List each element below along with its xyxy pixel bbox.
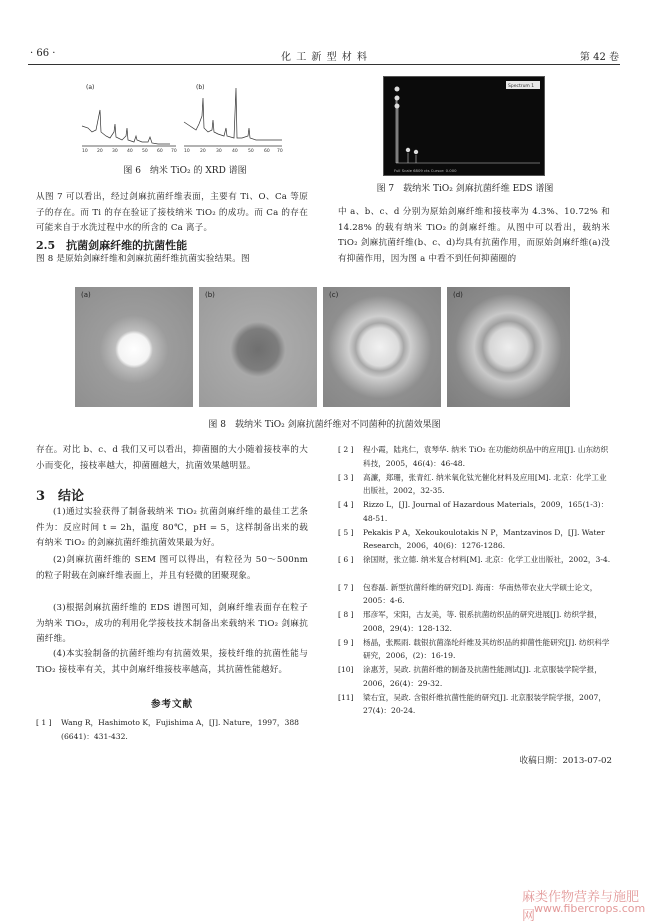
xrd-tick-b: 40 [232,149,238,154]
antibacterial-figure [75,287,570,407]
paragraph-eds-analysis: 从图 7 可以看出，经过剑麻抗菌纤维表面，主要有 Ti、O、Ca 等原子的存在。而 Ti 的存在验证了接枝纳米 TiO₂ 的成功。而 Ca 的存在可能来自于水洗过程中水的所含的 Ca 离子。 [36,192,308,234]
panel-b-image [199,287,317,407]
xrd-plot [78,80,288,158]
conclusion-3: (3)根据剑麻抗菌纤维的 EDS 谱图可知，剑麻纤维表面存在粒子为纳米 TiO₂，成功的利用化学接枝技术制备出来载纳米 TiO₂ 剑麻抗菌纤维。 [36,603,308,645]
reference-number: [ 1 ] [36,718,52,727]
xrd-figure [78,80,288,158]
reference-text: 高濂，郑珊，张青红. 纳米氧化钛光催化材料及应用[M]. 北京：化学工业出版社，2002，32-35. [363,472,607,496]
reference-number: [10] [338,665,354,674]
reference-text: 徐国财，张立德. 纳米复合材料[M]. 北京：化学工业出版社，2002，3-4. [363,555,611,564]
reference-number: [ 6 ] [338,555,354,564]
xrd-curve-b [184,88,282,140]
eds-peak-marker [406,148,410,152]
panel-d-image [447,287,570,407]
section-heading-conclusion: 3 结论 [36,489,85,504]
reference-text: Pekakis P A，Xekoukoulotakis N P，Mantzavinos D，[J]. Water Research，2006，40(6)：1276-1286. [363,527,605,551]
xrd-tick-b: 70 [277,149,283,154]
xrd-tick-b: 10 [184,149,190,154]
reference-number: [ 8 ] [338,610,354,619]
panel-c-image [323,287,441,407]
section-heading-2-5: 2.5 抗菌剑麻纤维的抗菌性能 [36,239,188,252]
page-number: · 66 · [30,48,56,59]
reference-number: [ 7 ] [338,582,354,592]
xrd-panel-a-label: (a) [86,84,95,91]
xrd-tick-b: 50 [248,149,254,154]
xrd-panel-b-label: (b) [196,84,205,91]
xrd-tick-a: 10 [82,149,88,154]
reference-number: [11] [338,692,354,702]
panel-d-label: (d) [453,291,463,299]
reference-text: Rizzo L，[J]. Journal of Hazardous Materials，2009，165(1-3)：48-51. [363,500,609,523]
header-rule [28,64,620,65]
reference-number: [ 5 ] [338,527,354,537]
xrd-curve-a [82,110,170,144]
panel-c-label: (c) [329,291,339,299]
conclusion-2: (2)剑麻抗菌纤维的 SEM 图可以得出，有粒径为 50～500nm 的粒子附载在剑麻纤维表面上，并且有轻微的团聚现象。 [36,555,308,581]
paragraph-fig8-intro: 图 8 是原始剑麻纤维和剑麻抗菌纤维抗菌实验结果。图 [36,254,250,264]
reference-text: 程小霞，陆兆仁，袁琴华. 纳米 TiO₂ 在功能纺织品中的应用[J]. 山东纺织科技，2005，46(4)：46-48. [363,445,609,468]
eds-peak-marker [414,150,418,154]
reference-text: 杨晶，张熙雨. 载银抗菌涤纶纤维及其纺织品的抑菌性能研究[J]. 纺织科学研究，2006，(2)：16-19. [363,637,610,661]
eds-spectrum-label: Spectrum 1 [508,84,535,89]
reference-number: [ 3 ] [338,472,354,482]
eds-peak-marker [395,104,400,109]
xrd-tick-b: 30 [216,149,222,154]
xrd-tick-a: 20 [97,149,103,154]
references-heading: 参考文献 [150,699,193,710]
received-date: 收稿日期：2013-07-02 [519,756,612,766]
conclusion-4: (4)本实验制备的抗菌纤维均有抗菌效果，接枝纤维的抗菌性能与 TiO₂ 接枝率有关，其中剑麻纤维接枝率越高，其抗菌性能越好。 [36,649,308,675]
reference-text: Wang R，Hashimoto K，Fujishima A，[J]. Nature，1997，388 (6641)：431-432. [61,718,300,741]
reference-item [338,553,612,567]
xrd-tick-b: 20 [200,149,206,154]
reference-item [338,526,612,553]
eds-footer-text: Full Scale 6809 cts Cursor: 0.000 [394,168,457,173]
eds-spectrum [383,76,545,176]
eds-plot [384,77,544,175]
volume-label: 第 42 卷 [579,52,619,63]
figure6-caption: 图 6 纳米 TiO₂ 的 XRD 谱图 [123,166,247,176]
xrd-tick-b: 60 [264,149,270,154]
eds-peak-marker [395,87,400,92]
conclusion-1: (1)通过实验获得了制备载纳米 TiO₂ 抗菌剑麻纤维的最佳工艺条件为：反应时间 t = 2h，温度 80℃，pH = 5，这样制备出来的载有纳米 TiO₂ 的剑麻抗菌纤维抗菌效果最为好。 [36,507,308,549]
reference-text: 涂惠芳，吴政. 抗菌纤维的制备及抗菌性能测试[J]. 北京服装学院学报，2006，26(4)：29-32. [363,665,602,688]
reference-item [338,608,612,635]
reference-text: 邢彦军，宋阳，古友美，等. 银系抗菌纺织品的研究进展[J]. 纺织学报，2008，29(4)：128-132. [363,610,602,633]
journal-title: 化 工 新 型 材 料 [281,52,368,63]
paragraph-comparison: 存在。对比 b、c、d 我们又可以看出，抑菌圈的大小随着接枝率的大小而变化，接枝率越大，抑菌圈越大，抗菌效果越明显。 [36,445,308,471]
reference-number: [ 4 ] [338,500,354,509]
reference-item [338,498,612,525]
reference-item [338,443,612,470]
reference-item [338,663,612,690]
reference-item [338,636,612,663]
eds-peak-marker [395,96,400,101]
xrd-tick-a: 50 [142,149,148,154]
reference-number: [ 2 ] [338,445,354,454]
reference-text: 包春磊. 新型抗菌纤维的研究[D]. 海南：华南热带农业大学硕士论文，2005：4-6. [363,582,598,606]
reference-item [338,691,612,718]
figure8-caption: 图 8 载纳米 TiO₂ 剑麻抗菌纤维对不同菌种的抗菌效果图 [208,420,441,430]
reference-text: 梁右宜，吴政. 含银纤维抗菌性能的研究[J]. 北京服装学院学报，2007，27(4)：20-24. [363,692,606,716]
reference-number: [ 9 ] [338,637,354,647]
paragraph-fig8-description: 中 a、b、c、d 分别为原始剑麻纤维和接枝率为 4.3%、10.72% 和 14.28% 的载有纳米 TiO₂ 的剑麻纤维。从图中可以看出，载纳米 TiO₂ 剑麻抗菌纤维(b、c、d)均具有抗菌作用，而原始剑麻纤维(a)没有抑菌作用，因为图 a 中看不到任何抑菌圈的 [338,207,610,264]
panel-a-image [75,287,193,407]
figure7-caption: 图 7 载纳米 TiO₂ 剑麻抗菌纤维 EDS 谱图 [376,184,554,194]
xrd-tick-a: 40 [127,149,133,154]
panel-b-label: (b) [205,291,215,299]
panel-a-label: (a) [81,291,91,299]
reference-item [338,581,612,608]
xrd-tick-a: 60 [157,149,163,154]
reference-item [338,471,612,498]
watermark-url: www.fibercrops.com [534,902,646,915]
xrd-tick-a: 30 [112,149,118,154]
xrd-tick-a: 70 [171,149,177,154]
reference-item [36,716,308,743]
watermark-text: 麻类作物营养与施肥网 [522,890,640,924]
